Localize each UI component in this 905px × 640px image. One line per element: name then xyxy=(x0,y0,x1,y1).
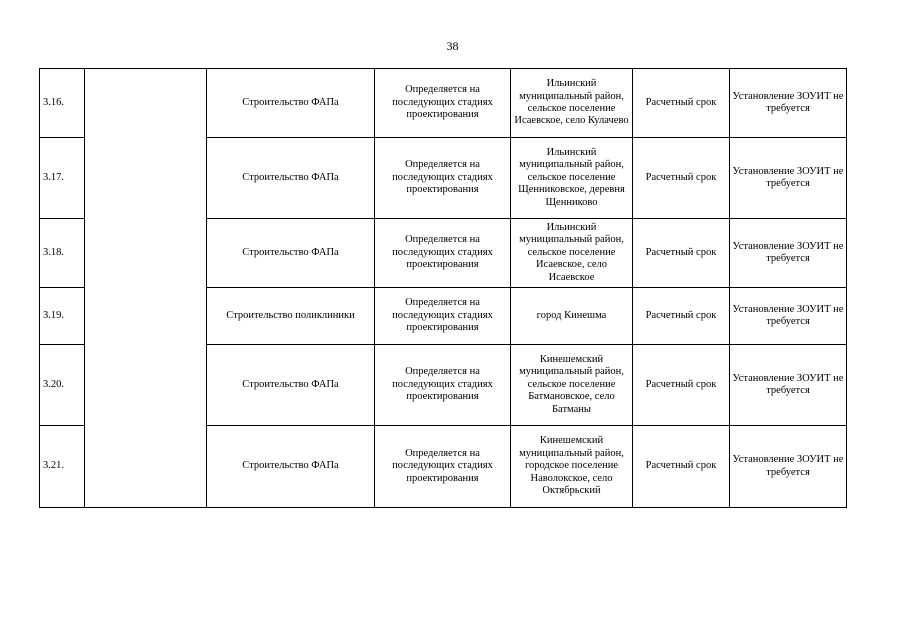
row-number: 3.20. xyxy=(40,345,85,426)
merged-category-cell xyxy=(85,69,207,508)
planning-table xyxy=(39,68,847,508)
protection-zone: Установление ЗОУИТ не требуется xyxy=(730,138,847,219)
row-number: 3.16. xyxy=(40,69,85,138)
implementation-term: Расчетный срок xyxy=(633,219,730,288)
object-characteristics: Определяется на последующих стадиях проектирования xyxy=(375,69,511,138)
object-location: город Кинешма xyxy=(511,288,633,345)
implementation-term: Расчетный срок xyxy=(633,69,730,138)
object-characteristics: Определяется на последующих стадиях проектирования xyxy=(375,345,511,426)
table-row xyxy=(40,69,847,138)
object-name: Строительство ФАПа xyxy=(207,69,375,138)
object-characteristics: Определяется на последующих стадиях проектирования xyxy=(375,426,511,508)
object-characteristics: Определяется на последующих стадиях проектирования xyxy=(375,219,511,288)
protection-zone: Установление ЗОУИТ не требуется xyxy=(730,345,847,426)
object-location: Кинешемский муниципальный район, сельское поселение Батмановское, село Батманы xyxy=(511,345,633,426)
object-name: Строительство ФАПа xyxy=(207,219,375,288)
object-location: Ильинский муниципальный район, сельское поселение Исаевское, село Кулачево xyxy=(511,69,633,138)
object-name: Строительство ФАПа xyxy=(207,138,375,219)
object-location: Ильинский муниципальный район, сельское поселение Исаевское, село Исаевское xyxy=(511,219,633,288)
implementation-term: Расчетный срок xyxy=(633,288,730,345)
implementation-term: Расчетный срок xyxy=(633,345,730,426)
object-characteristics: Определяется на последующих стадиях проектирования xyxy=(375,288,511,345)
protection-zone: Установление ЗОУИТ не требуется xyxy=(730,219,847,288)
object-name: Строительство ФАПа xyxy=(207,426,375,508)
protection-zone: Установление ЗОУИТ не требуется xyxy=(730,288,847,345)
object-characteristics: Определяется на последующих стадиях проектирования xyxy=(375,138,511,219)
object-location: Кинешемский муниципальный район, городское поселение Наволокское, село Октябрьский xyxy=(511,426,633,508)
protection-zone: Установление ЗОУИТ не требуется xyxy=(730,69,847,138)
protection-zone: Установление ЗОУИТ не требуется xyxy=(730,426,847,508)
object-name: Строительство поликлиники xyxy=(207,288,375,345)
row-number: 3.18. xyxy=(40,219,85,288)
implementation-term: Расчетный срок xyxy=(633,138,730,219)
row-number: 3.19. xyxy=(40,288,85,345)
row-number: 3.21. xyxy=(40,426,85,508)
page-number: 38 xyxy=(446,39,459,53)
implementation-term: Расчетный срок xyxy=(633,426,730,508)
row-number: 3.17. xyxy=(40,138,85,219)
object-location: Ильинский муниципальный район, сельское поселение Щенниковское, деревня Щенниково xyxy=(511,138,633,219)
object-name: Строительство ФАПа xyxy=(207,345,375,426)
